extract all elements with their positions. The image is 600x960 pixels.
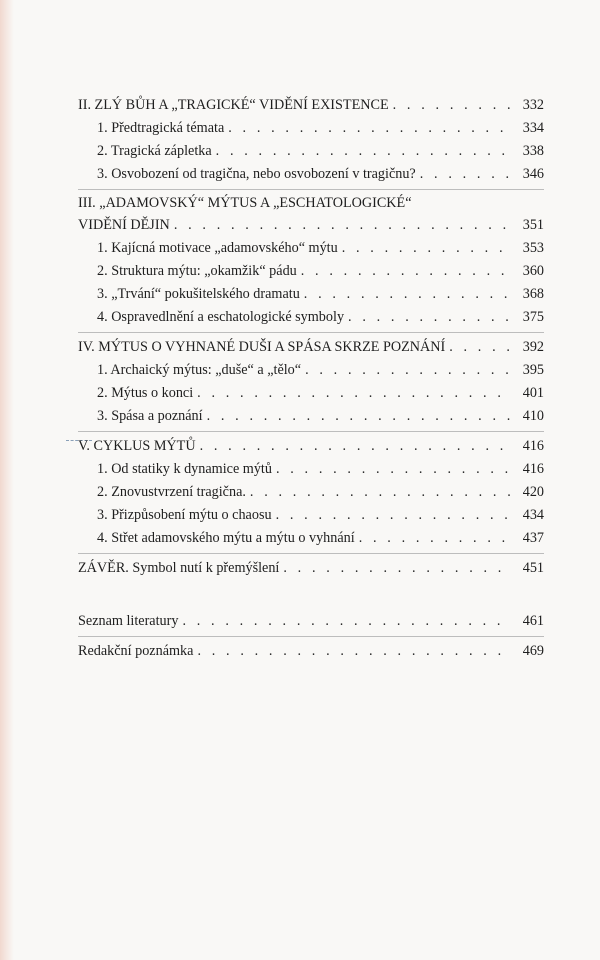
toc-title: 3. Přizpůsobení mýtu o chaosu — [97, 507, 272, 523]
toc-page: 395 — [522, 362, 544, 378]
toc-title: 2. Mýtus o konci — [97, 385, 194, 401]
toc-chapter-ii[interactable] — [78, 94, 544, 117]
toc-page: 392 — [522, 339, 544, 355]
toc-item[interactable] — [78, 458, 544, 481]
toc-item[interactable] — [78, 117, 544, 140]
toc-item[interactable] — [78, 527, 544, 550]
leader-dots — [207, 405, 512, 428]
toc-page: 437 — [522, 530, 544, 546]
toc-title: 3. Osvobození od tragična, nebo osvobození v tragičnu? — [97, 166, 416, 182]
leader-dots — [250, 481, 512, 504]
toc-page: 416 — [522, 461, 544, 477]
toc-page: 420 — [522, 484, 544, 500]
toc-title: 1. Předtragická témata — [97, 120, 225, 136]
toc-title: III. „ADAMOVSKÝ“ MÝTUS A „ESCHATOLOGICKÉ“ — [78, 195, 412, 211]
leader-dots — [228, 117, 512, 140]
toc-title: VIDĚNÍ DĚJIN — [78, 217, 170, 233]
leader-dots — [276, 458, 512, 481]
toc-item[interactable] — [78, 237, 544, 260]
leader-dots — [304, 283, 512, 306]
toc-page: 368 — [522, 286, 544, 302]
toc-item[interactable] — [78, 163, 544, 186]
spacer — [78, 580, 544, 610]
toc-item[interactable] — [78, 405, 544, 428]
toc-title: 1. Kajícná motivace „adamovského“ mýtu — [97, 240, 338, 256]
leader-dots — [342, 237, 512, 260]
toc-chapter-iv[interactable] — [78, 336, 544, 359]
toc-page: 401 — [522, 385, 544, 401]
leader-dots — [393, 94, 512, 117]
toc-title: V. CYKLUS MÝTŮ — [78, 438, 196, 454]
toc-chapter-v[interactable] — [78, 435, 544, 458]
toc-item[interactable] — [78, 306, 544, 329]
toc-title: 4. Ospravedlnění a eschatologické symboly — [97, 309, 345, 325]
toc-item[interactable] — [78, 283, 544, 306]
toc-page: 351 — [522, 217, 544, 233]
toc-chapter-iii-line2[interactable] — [78, 214, 544, 237]
toc-title: Redakční poznámka — [78, 643, 194, 659]
toc-title: Seznam literatury — [78, 613, 179, 629]
toc-item[interactable] — [78, 260, 544, 283]
toc-title: 1. Od statiky k dynamice mýtů — [97, 461, 272, 477]
toc-page: 338 — [522, 143, 544, 159]
toc-bibliography[interactable] — [78, 610, 544, 633]
toc-page: 375 — [522, 309, 544, 325]
leader-dots — [359, 527, 512, 550]
leader-dots — [420, 163, 512, 186]
toc-page: 360 — [522, 263, 544, 279]
toc-title: II. ZLÝ BŮH A „TRAGICKÉ“ VIDĚNÍ EXISTENCE — [78, 97, 389, 113]
toc-editorial-note[interactable] — [78, 640, 544, 663]
leader-dots — [197, 382, 512, 405]
toc-title: 3. Spása a poznání — [97, 408, 203, 424]
leader-dots — [197, 640, 512, 663]
toc-chapter-iii-line1[interactable] — [78, 193, 544, 214]
leader-dots — [216, 140, 512, 163]
section-divider — [78, 553, 544, 554]
toc-page: 332 — [522, 97, 544, 113]
leader-dots — [200, 435, 512, 458]
toc-page: 346 — [522, 166, 544, 182]
toc-item[interactable] — [78, 504, 544, 527]
section-divider — [78, 189, 544, 190]
toc-title: 2. Struktura mýtu: „okamžik“ pádu — [97, 263, 297, 279]
page-edge-shadow — [0, 0, 14, 960]
toc-title: ZÁVĚR. Symbol nutí k přemýšlení — [78, 560, 280, 576]
toc-page: 410 — [522, 408, 544, 424]
toc-title: 4. Střet adamovského mýtu a mýtu o vyhnání — [97, 530, 355, 546]
leader-dots — [301, 260, 512, 283]
toc-title: 3. „Trvání“ pokušitelského dramatu — [97, 286, 300, 302]
section-divider — [78, 332, 544, 333]
toc-title: 1. Archaický mýtus: „duše“ a „tělo“ — [97, 362, 302, 378]
toc-title: 2. Znovustvrzení tragična. — [97, 484, 246, 500]
toc-page: 334 — [522, 120, 544, 136]
leader-dots — [305, 359, 512, 382]
toc-page: 469 — [522, 643, 544, 659]
toc-item[interactable] — [78, 481, 544, 504]
toc-title: IV. MÝTUS O VYHNANÉ DUŠI A SPÁSA SKRZE POZNÁNÍ — [78, 339, 446, 355]
toc-item[interactable] — [78, 140, 544, 163]
section-divider — [78, 636, 544, 637]
toc-page: 434 — [522, 507, 544, 523]
leader-dots — [276, 504, 512, 527]
toc-title: 2. Tragická zápletka — [97, 143, 212, 159]
toc-page: 451 — [522, 560, 544, 576]
leader-dots — [182, 610, 512, 633]
leader-dots — [449, 336, 512, 359]
toc-page: 353 — [522, 240, 544, 256]
leader-dots — [174, 214, 512, 237]
toc-page: 461 — [522, 613, 544, 629]
toc-item[interactable] — [78, 359, 544, 382]
leader-dots — [283, 557, 512, 580]
toc-conclusion[interactable] — [78, 557, 544, 580]
toc-item[interactable] — [78, 382, 544, 405]
table-of-contents — [78, 94, 544, 663]
leader-dots — [348, 306, 512, 329]
section-divider — [78, 431, 544, 432]
toc-page: 416 — [522, 438, 544, 454]
